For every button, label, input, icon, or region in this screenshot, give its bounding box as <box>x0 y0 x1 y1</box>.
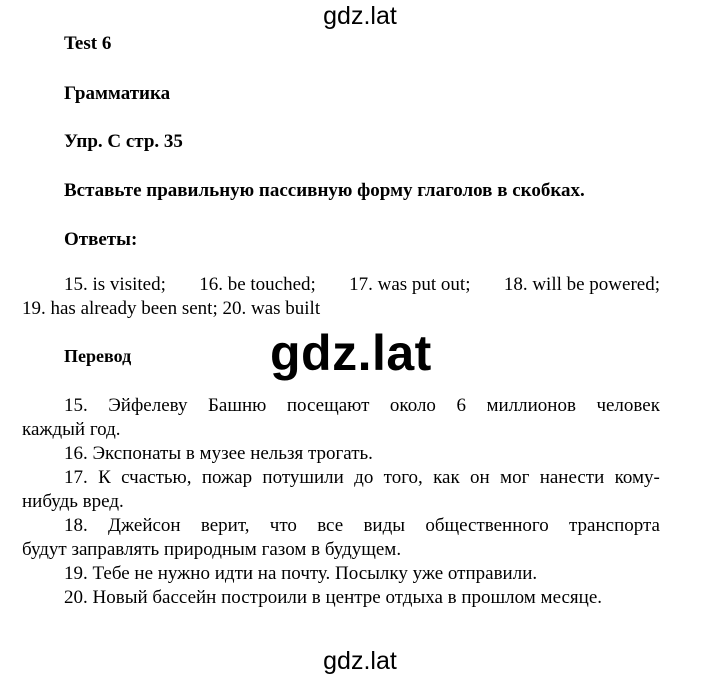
word: Эйфелеву <box>108 395 188 416</box>
word: пожар <box>201 467 253 488</box>
word: транспорта <box>569 515 660 536</box>
word: виды <box>363 515 406 536</box>
word: верит, <box>200 515 250 536</box>
test-title: Test 6 <box>64 33 112 54</box>
word: нанести <box>539 467 605 488</box>
word: миллионов <box>486 395 576 416</box>
word: человек <box>596 395 660 416</box>
translation-item-15 <box>64 394 660 418</box>
word: К <box>98 467 111 488</box>
answer-15: 15. is visited; <box>64 274 166 295</box>
word: потушили <box>262 467 344 488</box>
word: кому- <box>614 467 660 488</box>
word: счастью, <box>121 467 192 488</box>
word: до <box>354 467 374 488</box>
word: мог <box>500 467 530 488</box>
answer-16: 16. be touched; <box>199 274 316 295</box>
answer-17: 17. was put out; <box>349 274 471 295</box>
word: как <box>433 467 460 488</box>
word: того, <box>383 467 423 488</box>
translation-item-20: 20. Новый бассейн построили в центре отдыха в прошлом месяце. <box>64 587 603 608</box>
word: посещают <box>286 395 370 416</box>
answer-18: 18. will be powered; <box>503 274 660 295</box>
answers-line-1 <box>64 273 660 297</box>
section-title: Грамматика <box>64 83 171 104</box>
translation-item-17-cont: нибудь вред. <box>22 491 124 512</box>
watermark-bottom: gdz.lat <box>323 647 397 675</box>
word: около <box>389 395 436 416</box>
translation-item-15-cont: каждый год. <box>22 419 121 440</box>
translation-item-18 <box>64 514 660 538</box>
word: что <box>269 515 297 536</box>
word: 15. <box>64 395 88 416</box>
translation-item-17 <box>64 466 660 490</box>
watermark-middle: gdz.lat <box>270 325 432 381</box>
word: он <box>470 467 490 488</box>
translation-heading: Перевод <box>64 346 132 366</box>
word: 17. <box>64 467 88 488</box>
answers-line-2: 19. has already been sent; 20. was built <box>22 298 321 319</box>
exercise-title: Упр. С стр. 35 <box>64 131 183 152</box>
translation-item-19: 19. Тебе не нужно идти на почту. Посылку уже отправили. <box>64 563 538 584</box>
task-instruction: Вставьте правильную пассивную форму глаголов в скобках. <box>64 180 585 201</box>
word: 18. <box>64 515 88 536</box>
word: Джейсон <box>108 515 181 536</box>
word: все <box>317 515 344 536</box>
word: Башню <box>207 395 267 416</box>
word: 6 <box>456 395 466 416</box>
translation-item-16: 16. Экспонаты в музее нельзя трогать. <box>64 443 373 464</box>
word: общественного <box>425 515 549 536</box>
answers-heading: Ответы: <box>64 229 138 250</box>
translation-item-18-cont: будут заправлять природным газом в будущем. <box>22 539 402 560</box>
watermark-top: gdz.lat <box>323 2 397 30</box>
